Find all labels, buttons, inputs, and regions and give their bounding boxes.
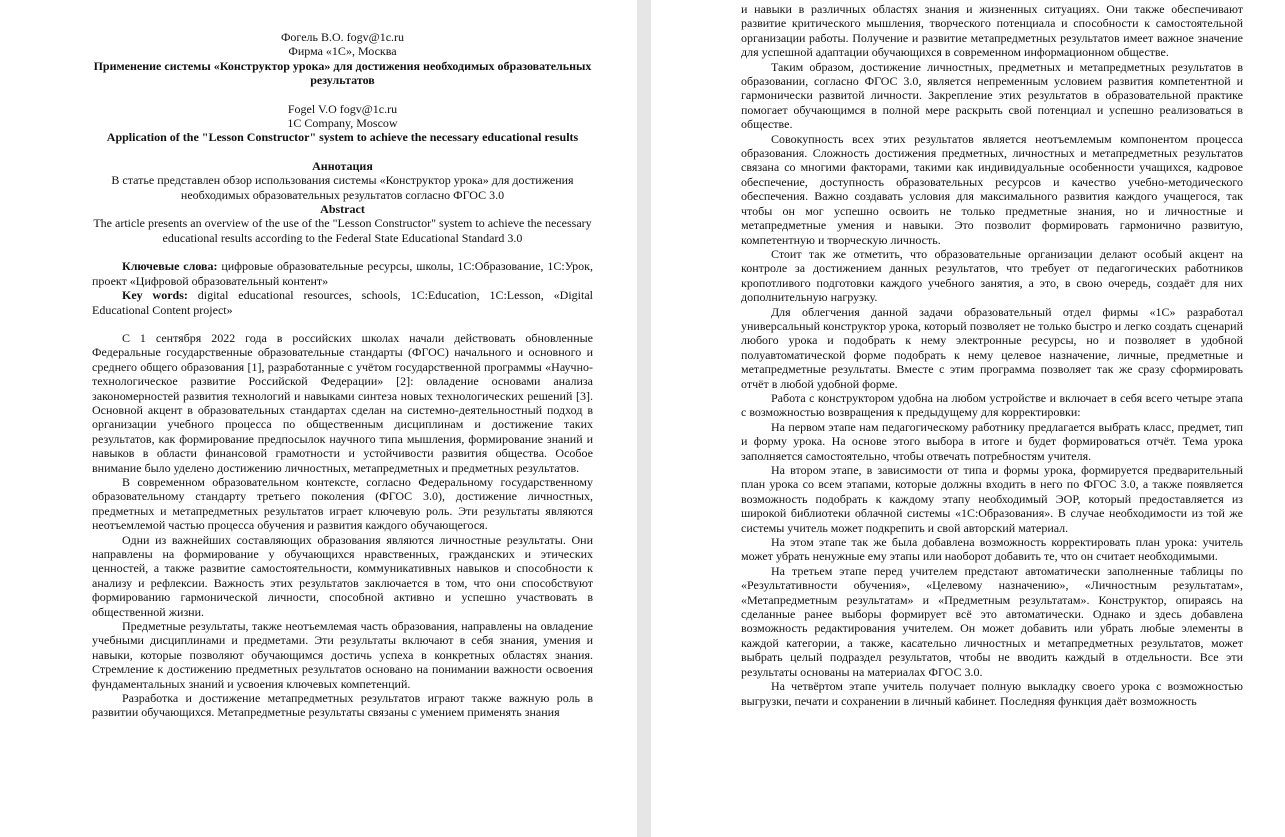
body-paragraph: Одни из важнейших составляющих образования являются личностные результаты. Они направлены на формирование у обучающихся нравственных, гражданских и этических ценностей, а также развитие самостоятельности, коммуникативных навыков и способности к анализу и рефлексии. Важность этих результатов заключается в том, что они способствуют формированию гармонической личности, способной активно и успешно участвовать в общественной жизни. bbox=[92, 532, 593, 619]
body-paragraph: В современном образовательном контексте, согласно Федеральному государственному образовательному стандарту третьего поколения (ФГОС 3.0), достижение личностных, предметных и метапредметных результатов играет ключевую роль. Эти результаты являются неотъемлемой частью процесса обучения и развития каждого обучающегося. bbox=[92, 474, 593, 533]
company-en: 1С Company, Moscow bbox=[287, 116, 398, 131]
annotation-heading: Аннотация bbox=[312, 158, 373, 173]
keywords-en-label: Key words: bbox=[122, 288, 188, 303]
annotation-text: В статье представлен обзор использования системы «Конструктор урока» для достижения необходимых образовательных результатов согласно ФГОС 3.0 bbox=[111, 173, 574, 202]
document-page-right bbox=[651, 0, 1285, 837]
body-paragraph: С 1 сентября 2022 года в российских школах начали действовать обновленные Федеральные государственные образовательные стандарты (ФГОС) начального и основного и среднего общего образования [1], разработанные с учётом государственной программы «Научно-технологическое развитие Российской Федерации» [2]: овладение основами анализа закономерностей развития технологий и навыками синтеза новых технологических решений [3]. Основной акцент в образовательных стандартах сделан на системно-деятельностный подход в организации учебного процесса по общественным дисциплинам и достижение таких результатов, как формирование предпосылок научного типа мышления, формирование знаний и навыков в области финансовой грамотности и устойчивости развития общества. Особое внимание было уделено достижению личностных, метапредметных и предметных результатов. bbox=[92, 330, 593, 475]
keywords-ru bbox=[92, 259, 593, 288]
keywords-ru-label: Ключевые слова: bbox=[122, 259, 218, 274]
body-paragraph: Совокупность всех этих результатов является неотъемлемым компонентом процесса образования. Сложность достижения предметных, личностных и метапредметных результатов связана со многими факторами, такими как индивидуальные особенности учащихся, кадровое обеспечение, доступность образовательных ресурсов и качество учебно-методического обеспечения. Важно создавать условия для максимального развития каждого учащегося, так чтобы он мог успешно освоить не только предметные знания, но и личностные и метапредметные умения и навыки. Это позволит формировать гармонично развитую, компетентную и творческую личность. bbox=[741, 131, 1243, 247]
body-paragraph: Для облегчения данной задачи образовательный отдел фирмы «1С» разработал универсальный конструктор урока, который позволяет не только быстро и легко создать сценарий любого урока и подобрать к нему электронные ресурсы, но и позволяет в удобной полуавтоматической форме подобрать к нему целевое назначение, личные, предметные и метапредметные результаты. Вместе с этим программа позволяет так же сразу сформировать отчёт в любой удобной форме. bbox=[741, 304, 1243, 391]
body-paragraph: На этом этапе так же была добавлена возможность корректировать план урока: учитель может убрать ненужные ему этапы или наоборот добавить те, что он считает необходимыми. bbox=[741, 535, 1243, 564]
company-ru: Фирма «1С», Москва bbox=[288, 44, 397, 59]
body-paragraph: На четвёртом этапе учитель получает полную выкладку своего урока с возможностью выгрузки, печати и сохранении в личный кабинет. Последняя функция даёт возможность bbox=[741, 679, 1243, 708]
abstract-text: The article presents an overview of the use of the "Lesson Constructor" system to achieve the necessary educational results according to the Federal State Educational Standard 3.0 bbox=[93, 216, 592, 245]
body-paragraph: На третьем этапе перед учителем предстают автоматически заполненные таблицы по «Результативности обучения», «Целевому назначению», «Личностным результатам», «Метапредметным результатам» и «Предметным результатам». Конструктор, опираясь на сделанные ранее выборы формирует всё это автоматически. Однако и здесь добавлена возможность редактирования учителем. Он может добавить или убрать любые элементы в каждой категории, а также, касательно личностных и метапредметных результатов, может выбрать целый подраздел результатов, чтобы не вводить каждый в отдельности. Все эти результаты основаны на материалах ФГОС 3.0. bbox=[741, 563, 1243, 679]
title-en: Application of the "Lesson Constructor" system to achieve the necessary educational results bbox=[106, 130, 579, 145]
body-paragraph-continuation: и навыки в различных областях знания и жизненных ситуациях. Они также обеспечивают развитие критического мышления, творческого потенциала и способности к самостоятельной организации работы. Получение и развитие метапредметных результатов имеет важное значение для успешной адаптации обучающихся в современном информационном обществе. bbox=[741, 2, 1243, 60]
keywords-en-text: digital educational resources, schools, 1С:Education, 1С:Lesson, «Digital Educational Content project» bbox=[92, 288, 593, 317]
abstract-heading: Abstract bbox=[320, 202, 365, 217]
author-en: Fogel V.O fogv@1c.ru bbox=[287, 101, 398, 116]
body-paragraph: Работа с конструктором удобна на любом устройстве и включает в себя всего четыре этапа с возможностью возвращения к предыдущему для корректировки: bbox=[741, 390, 1243, 420]
body-paragraph: Стоит так же отметить, что образовательные организации делают особый акцент на контроле за достижением данных результатов, что требует от педагогических работников кропотливого подготовки каждого учебного занятия, а это, в свою очередь, создаёт для них дополнительную нагрузку. bbox=[741, 246, 1243, 305]
body-paragraph: На втором этапе, в зависимости от типа и формы урока, формируется предварительный план урока со всем этапами, которые должны входить в него по ФГОС 3.0, а также появляется возможность подобрать к каждому этапу необходимый ЭОР, который предоставляется из широкой библиотеки облачной системы «1С:Образования». В случае необходимости из той же системы учитель может подкрепить и свой авторский материал. bbox=[741, 463, 1243, 535]
body-paragraph: Таким образом, достижение личностных, предметных и метапредметных результатов в образовании, согласно ФГОС 3.0, является непременным условием развития компетентной и гармонически развитой личности. Закрепление этих результатов в образовательной практике помогает обучающимся в полной мере раскрыть свой потенциал и успешно реализоваться в обществе. bbox=[741, 59, 1243, 132]
body-paragraph: Предметные результаты, также неотъемлемая часть образования, направлены на овладение учебными дисциплинами и предметами. Эти результаты включают в себя знания, умения и навыки, которые позволяют обучающимся достичь успеха в конкретных областях знания. Стремление к достижению предметных результатов основано на понимании важности освоения фундаментальных знаний и усвоения ключевых компетенций. bbox=[92, 619, 593, 691]
title-ru: Применение системы «Конструктор урока» для достижения необходимых образовательных результатов bbox=[93, 58, 592, 88]
author-ru: Фогель В.О. fogv@1c.ru bbox=[280, 30, 405, 44]
document-page-left bbox=[0, 0, 637, 837]
keywords-en bbox=[92, 288, 593, 317]
body-paragraph: Разработка и достижение метапредметных результатов играют также важную роль в развитии обучающихся. Метапредметные результаты связаны с умением применять знания bbox=[92, 691, 593, 720]
body-paragraph: На первом этапе нам педагогическому работнику предлагается выбрать класс, предмет, тип и форму урока. На основе этого выбора в итоге и будет формироваться отчёт. Тема урока заполняется самостоятельно, чтобы отвечать потребностям учителя. bbox=[741, 419, 1243, 463]
keywords-ru-text: цифровые образовательные ресурсы, школы, 1С:Образование, 1С:Урок, проект «Цифровой образовательный контент» bbox=[92, 259, 593, 288]
